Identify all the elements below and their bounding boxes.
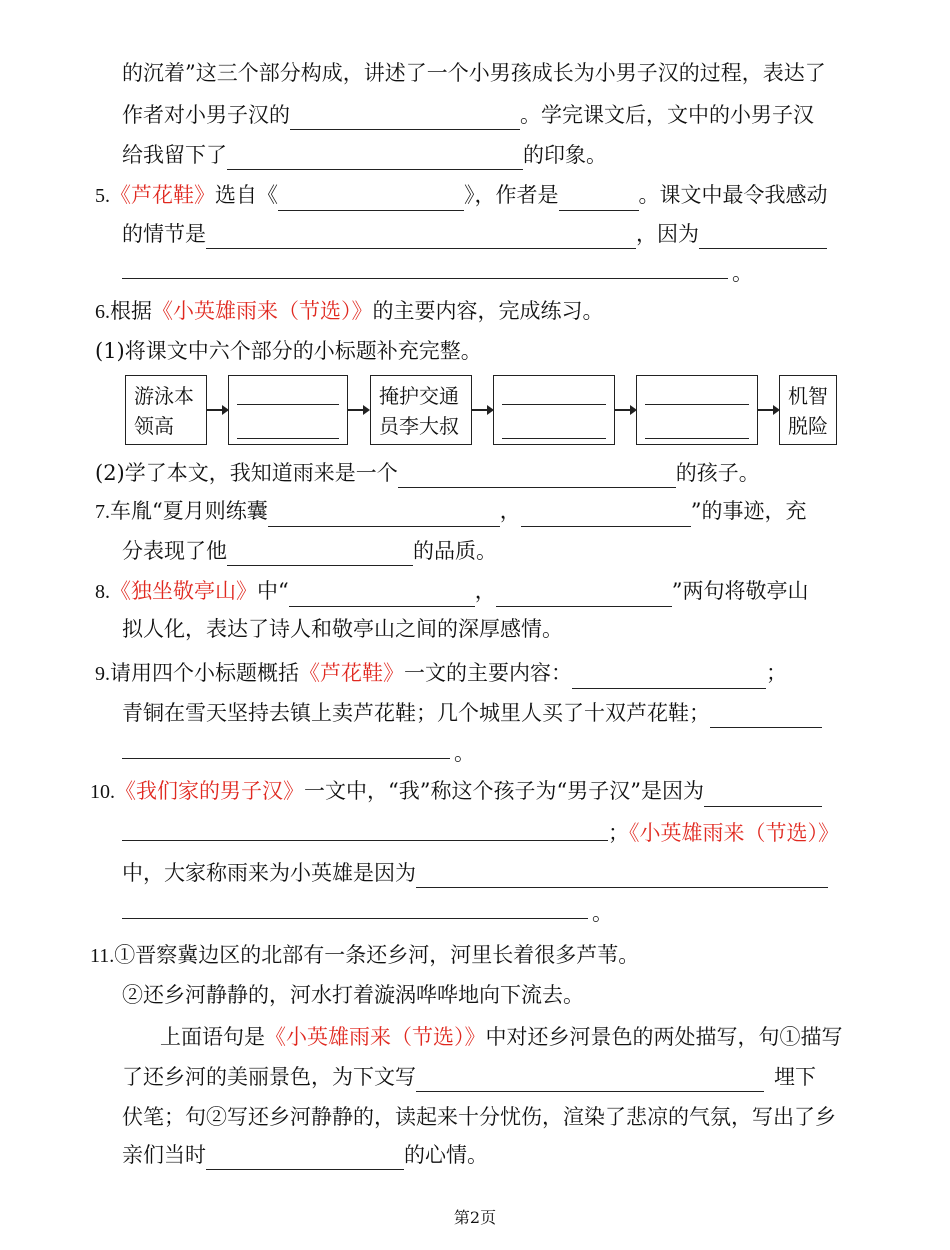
- q7-line1: 7.车胤“夏月则练囊 ， ”的事迹，充: [95, 496, 807, 527]
- q11-line1: 11.①晋察冀边区的北部有一条还乡河，河里长着很多芦苇。: [90, 943, 640, 967]
- q11-blank-1[interactable]: [416, 1069, 764, 1092]
- q6-sub2: (2)学了本文，我知道雨来是一个 的孩子。: [95, 458, 760, 488]
- arrow-right-icon: [615, 409, 635, 411]
- q8-line1: 8.《独坐敬亭山》中“ ， ”两句将敬亭山: [95, 576, 809, 607]
- q6-box-3: 掩护交通 员李大叔: [370, 375, 472, 445]
- q6-box-6: 机智 脱险: [779, 375, 837, 445]
- q5-end: 。: [732, 261, 753, 285]
- q11-para1: 上面语句是《小英雄雨来（节选）》中对还乡河景色的两处描写，句①描写: [160, 1025, 843, 1049]
- q10-answer-rule-2[interactable]: [122, 918, 588, 919]
- q5-blank-reason[interactable]: [699, 226, 827, 249]
- q5-blank-author[interactable]: [559, 188, 639, 211]
- q5-blank-plot[interactable]: [206, 226, 636, 249]
- q10-line3: 中，大家称雨来为小英雄是因为: [122, 858, 828, 888]
- q11-blank-2[interactable]: [206, 1147, 404, 1170]
- q5-line2: 的情节是 ，因为: [122, 219, 827, 249]
- q11-para4: 亲们当时 的心情。: [122, 1140, 488, 1170]
- q4-blank-attitude[interactable]: [290, 107, 520, 130]
- arrow-right-icon: [207, 409, 227, 411]
- q7-line2: 分表现了他 的品质。: [122, 536, 497, 566]
- arrow-right-icon: [472, 409, 492, 411]
- q10-end: 。: [592, 901, 613, 925]
- q10-title: 《我们家的男子汉》: [115, 779, 304, 803]
- q5-answer-rule[interactable]: [122, 278, 728, 279]
- arrow-right-icon: [758, 409, 778, 411]
- q6-blank-kind[interactable]: [398, 465, 676, 488]
- q10-answer-rule-1[interactable]: [122, 840, 608, 841]
- q10-line1: 10.《我们家的男子汉》一文中，“我”称这个孩子为“男子汉”是因为: [90, 776, 822, 807]
- q4-line3: 给我留下了 的印象。: [122, 140, 607, 170]
- q5-blank-source[interactable]: [278, 188, 464, 211]
- q10-blank-1[interactable]: [704, 784, 822, 807]
- q11-line2: ②还乡河静静的，河水打着漩涡哗哗地向下流去。: [122, 983, 584, 1007]
- q9-end: 。: [454, 741, 475, 765]
- q8-blank-1[interactable]: [289, 584, 475, 607]
- q9-answer-rule[interactable]: [122, 758, 450, 759]
- q6-box-5[interactable]: [636, 375, 758, 445]
- q11-para2: 了还乡河的美丽景色，为下文写 埋下: [122, 1062, 816, 1092]
- q4-line2: 作者对小男子汉的 。学完课文后，文中的小男子汉: [122, 100, 814, 130]
- q9-blank-2[interactable]: [710, 705, 822, 728]
- q6-title: 《小英雄雨来（节选）》: [152, 299, 373, 323]
- q10-line2-tail: ；《小英雄雨来（节选）》: [608, 821, 839, 845]
- arrow-right-icon: [348, 409, 368, 411]
- q6-box-4[interactable]: [493, 375, 615, 445]
- q4-blank-impression[interactable]: [227, 147, 523, 170]
- q8-blank-2[interactable]: [496, 584, 672, 607]
- q7-blank-quality[interactable]: [227, 543, 413, 566]
- q6-box-1: 游泳本 领高: [125, 375, 207, 445]
- q5-title: 《芦花鞋》: [110, 183, 215, 207]
- q7-blank-1[interactable]: [268, 504, 500, 527]
- q6-sub1: (1)将课文中六个部分的小标题补充完整。: [95, 339, 482, 363]
- q10-title2: 《小英雄雨来（节选）》: [629, 821, 839, 845]
- q6-line1: 6.根据《小英雄雨来（节选）》的主要内容，完成练习。: [95, 299, 604, 323]
- q10-blank-2[interactable]: [416, 865, 828, 888]
- q11-para3: 伏笔；句②写还乡河静静的，读起来十分忧伤，渲染了悲凉的气氛，写出了乡: [122, 1105, 836, 1129]
- q7-blank-2[interactable]: [521, 504, 691, 527]
- q8-title: 《独坐敬亭山》: [110, 579, 257, 603]
- page-number: 第2页: [453, 1208, 497, 1227]
- q9-title: 《芦花鞋》: [299, 661, 404, 685]
- q6-box-2[interactable]: [228, 375, 348, 445]
- q8-line2: 拟人化，表达了诗人和敬亭山之间的深厚感情。: [122, 617, 563, 641]
- q5-line1: 5.《芦花鞋》选自《 》，作者是 。课文中最令我感动: [95, 180, 828, 211]
- q9-line2: 青铜在雪天坚持去镇上卖芦花鞋；几个城里人买了十双芦花鞋；: [122, 698, 822, 728]
- q11-title: 《小英雄雨来（节选）》: [265, 1025, 486, 1049]
- q4-line1: 的沉着”这三个部分构成，讲述了一个小男孩成长为小男子汉的过程，表达了: [122, 61, 826, 85]
- q9-blank-1[interactable]: [572, 666, 766, 689]
- q9-line1: 9.请用四个小标题概括《芦花鞋》一文的主要内容： ；: [95, 658, 787, 689]
